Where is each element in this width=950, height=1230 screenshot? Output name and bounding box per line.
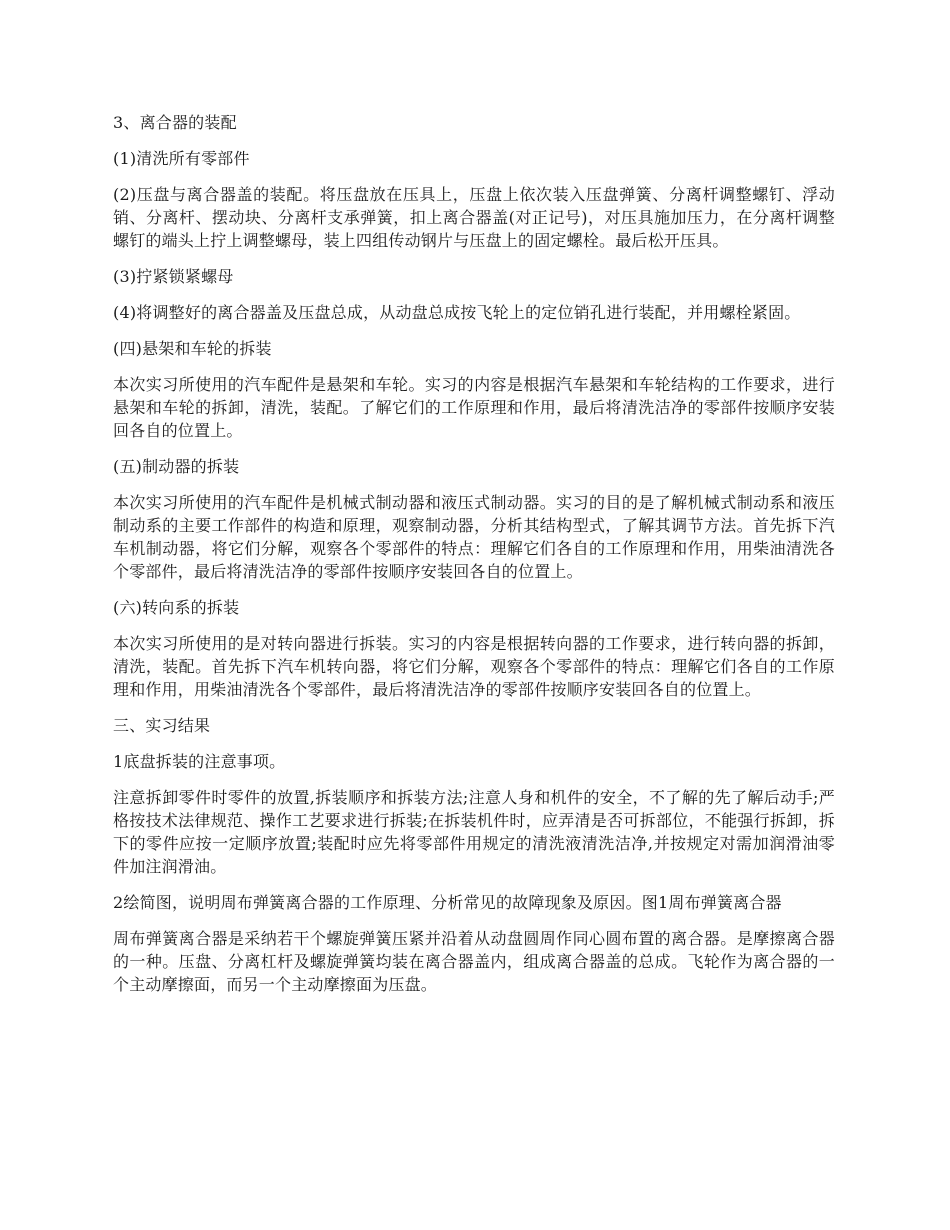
step-tighten-lock-nut: (3)拧紧锁紧螺母 xyxy=(113,267,234,286)
paragraph-suspension-wheels: 本次实习所使用的汽车配件是悬架和车轮。实习的内容是根据汽车悬架和车轮结构的工作要求，进行悬架和车轮的拆卸，清洗，装配。了解它们的工作原理和作用，最后将清洗洁净的零部件按顺序安装回各自的位置上。 xyxy=(113,375,835,440)
paragraph-steering: 本次实习所使用的是对转向器进行拆装。实习的内容是根据转向器的工作要求，进行转向器的拆卸，清洗，装配。首先拆下汽车机转向器，将它们分解，观察各个零部件的特点：理解它们各自的工作原理和作用，用柴油清洗各个零部件，最后将清洗洁净的零部件按顺序安装回各自的位置上。 xyxy=(113,634,835,699)
paragraph-chassis-precautions: 注意拆卸零件时零件的放置,拆装顺序和拆装方法;注意人身和机件的安全，不了解的先了解后动手;严格按技术法律规范、操作工艺要求进行拆装;在拆装机件时，应弄清是否可拆部位，不能强行拆卸，拆下的零件应按一定顺序放置;装配时应先将零部件用规定的清洗液清洗洁净,并按规定对需加润滑油零件加注润滑油。 xyxy=(113,788,835,876)
paragraph-brakes: 本次实习所使用的汽车配件是机械式制动器和液压式制动器。实习的目的是了解机械式制动系和液压制动系的主要工作部件的构造和原理，观察制动器，分析其结构型式，了解其调节方法。首先拆下汽车机制动器，将它们分解，观察各个零部件的特点：理解它们各自的工作原理和作用，用柴油清洗各个零部件，最后将清洗洁净的零部件按顺序安装回各自的位置上。 xyxy=(113,493,835,581)
step-clean-parts: (1)清洗所有零部件 xyxy=(113,149,250,168)
step-install-clutch-cover: (4)将调整好的离合器盖及压盘总成，从动盘总成按飞轮上的定位销孔进行装配，并用螺栓紧固。 xyxy=(113,303,801,322)
paragraph-spring-clutch: 周布弹簧离合器是采纳若干个螺旋弹簧压紧并沿着从动盘圆周作同心圆布置的离合器。是摩擦离合器的一种。压盘、分离杠杆及螺旋弹簧均装在离合器盖内，组成离合器盖的总成。飞轮作为离合器的一个主动摩擦面，而另一个主动摩擦面为压盘。 xyxy=(113,929,835,994)
section-heading-brakes: (五)制动器的拆装 xyxy=(113,457,240,476)
section-heading-results: 三、实习结果 xyxy=(113,716,211,735)
section-heading-clutch-assembly: 3、离合器的装配 xyxy=(113,113,237,132)
section-heading-suspension-wheels: (四)悬架和车轮的拆装 xyxy=(113,339,272,358)
subheading-chassis-precautions: 1底盘拆装的注意事项。 xyxy=(113,752,286,771)
document-page xyxy=(113,111,835,1009)
subheading-spring-clutch-diagram: 2绘简图，说明周布弹簧离合器的工作原理、分析常见的故障现象及原因。图1周布弹簧离合器 xyxy=(113,893,782,912)
section-heading-steering: (六)转向系的拆装 xyxy=(113,598,240,617)
step-pressure-plate-assembly: (2)压盘与离合器盖的装配。将压盘放在压具上，压盘上依次装入压盘弹簧、分离杆调整螺钉、浮动销、分离杆、摆动块、分离杆支承弹簧，扣上离合器盖(对正记号)，对压具施加压力，在分离杆调整螺钉的端头上拧上调整螺母，装上四组传动钢片与压盘上的固定螺栓。最后松开压具。 xyxy=(113,185,835,250)
